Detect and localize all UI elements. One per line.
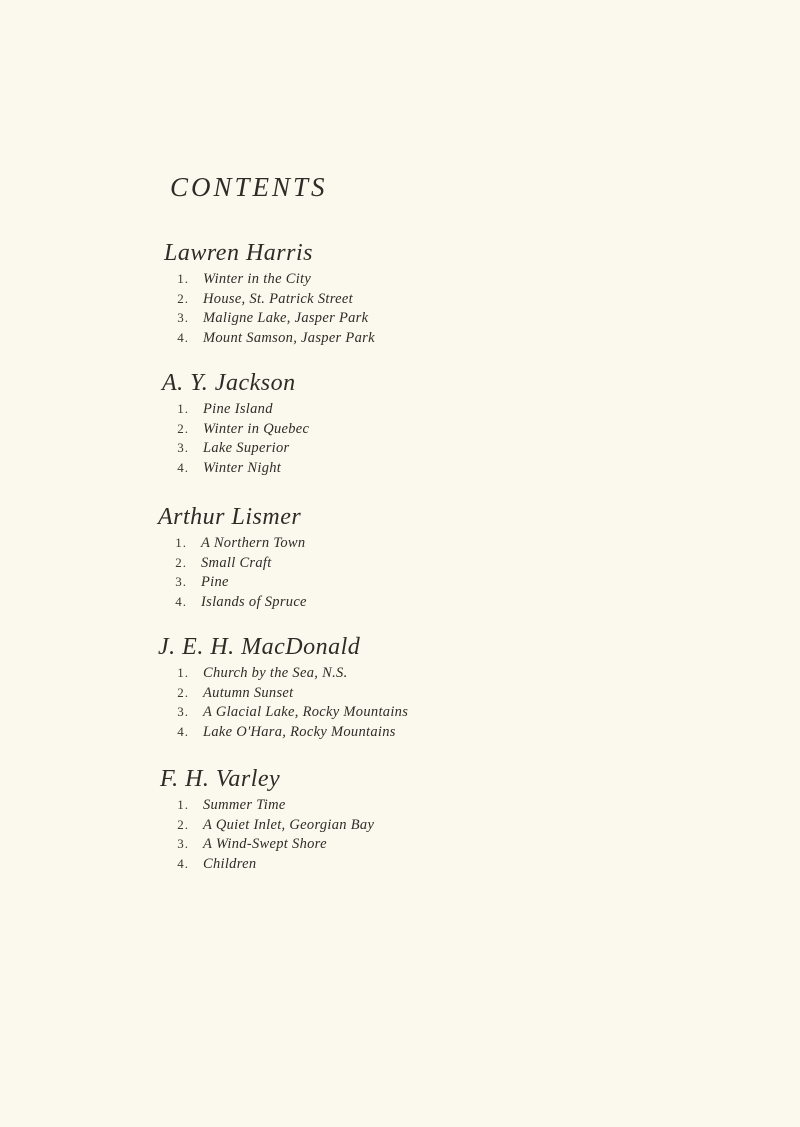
work-title: A Wind-Swept Shore bbox=[203, 836, 327, 852]
work-number: 3. bbox=[177, 310, 189, 325]
work-number: 1. bbox=[175, 535, 187, 550]
work-number: 4. bbox=[177, 855, 189, 871]
work-item bbox=[160, 271, 580, 291]
works-list bbox=[160, 401, 580, 479]
work-item bbox=[160, 797, 580, 817]
artist-name: A. Y. Jackson bbox=[162, 370, 296, 396]
work-title: A Northern Town bbox=[201, 535, 306, 551]
work-title: Church by the Sea, N.S. bbox=[203, 665, 348, 681]
work-number: 4. bbox=[177, 459, 189, 475]
work-number: 3. bbox=[177, 704, 189, 719]
work-title: Winter in the City bbox=[203, 271, 312, 287]
work-item bbox=[158, 535, 578, 555]
work-item bbox=[160, 724, 580, 744]
work-title: Mount Samson, Jasper Park bbox=[203, 329, 375, 346]
work-number: 2. bbox=[175, 554, 187, 570]
work-item bbox=[160, 460, 580, 480]
work-number: 4. bbox=[175, 593, 187, 609]
work-title: Lake O'Hara, Rocky Mountains bbox=[203, 723, 396, 740]
work-item bbox=[158, 594, 578, 614]
work-number: 2. bbox=[177, 816, 189, 832]
work-item bbox=[160, 856, 580, 876]
works-list bbox=[160, 665, 580, 743]
work-item bbox=[160, 665, 580, 685]
work-number: 4. bbox=[177, 329, 189, 345]
work-item bbox=[160, 291, 580, 311]
work-title: A Glacial Lake, Rocky Mountains bbox=[203, 704, 409, 720]
work-number: 2. bbox=[177, 684, 189, 700]
work-item bbox=[160, 685, 580, 705]
work-number: 1. bbox=[177, 665, 189, 680]
work-item bbox=[160, 330, 580, 350]
artist-section-varley bbox=[160, 766, 580, 875]
works-list bbox=[160, 271, 580, 349]
work-number: 2. bbox=[177, 290, 189, 306]
work-title: Summer Time bbox=[203, 797, 286, 813]
works-list bbox=[160, 797, 580, 875]
work-item bbox=[160, 817, 580, 837]
work-number: 1. bbox=[177, 797, 189, 812]
artist-section-macdonald bbox=[160, 634, 580, 743]
artist-name: Lawren Harris bbox=[164, 240, 313, 266]
work-item bbox=[158, 555, 578, 575]
work-number: 4. bbox=[177, 723, 189, 739]
work-item bbox=[160, 704, 580, 724]
work-item bbox=[158, 574, 578, 594]
work-title: Maligne Lake, Jasper Park bbox=[203, 310, 369, 326]
page-title: CONTENTS bbox=[170, 172, 328, 202]
work-number: 2. bbox=[177, 420, 189, 436]
work-title: Autumn Sunset bbox=[203, 684, 294, 701]
artist-name: Arthur Lismer bbox=[158, 504, 302, 530]
artist-section-harris bbox=[160, 240, 580, 349]
artist-name: J. E. H. MacDonald bbox=[158, 634, 361, 660]
work-number: 3. bbox=[175, 574, 187, 589]
work-number: 1. bbox=[177, 401, 189, 416]
work-number: 1. bbox=[177, 271, 189, 286]
work-item bbox=[160, 440, 580, 460]
work-title: Pine bbox=[201, 574, 229, 590]
artist-section-jackson bbox=[160, 370, 580, 479]
work-title: Small Craft bbox=[201, 554, 272, 571]
work-title: Children bbox=[203, 855, 257, 872]
work-item bbox=[160, 310, 580, 330]
work-item bbox=[160, 401, 580, 421]
work-title: House, St. Patrick Street bbox=[203, 290, 353, 307]
work-title: Lake Superior bbox=[203, 440, 290, 456]
artist-name: F. H. Varley bbox=[160, 766, 281, 792]
work-title: A Quiet Inlet, Georgian Bay bbox=[203, 816, 375, 833]
work-item bbox=[160, 836, 580, 856]
work-number: 3. bbox=[177, 836, 189, 851]
work-title: Pine Island bbox=[203, 401, 273, 417]
work-item bbox=[160, 421, 580, 441]
artist-section-lismer bbox=[158, 504, 578, 613]
work-title: Winter Night bbox=[203, 459, 282, 476]
work-number: 3. bbox=[177, 440, 189, 455]
work-title: Winter in Quebec bbox=[203, 420, 310, 437]
work-title: Islands of Spruce bbox=[201, 593, 307, 610]
works-list bbox=[158, 535, 578, 613]
